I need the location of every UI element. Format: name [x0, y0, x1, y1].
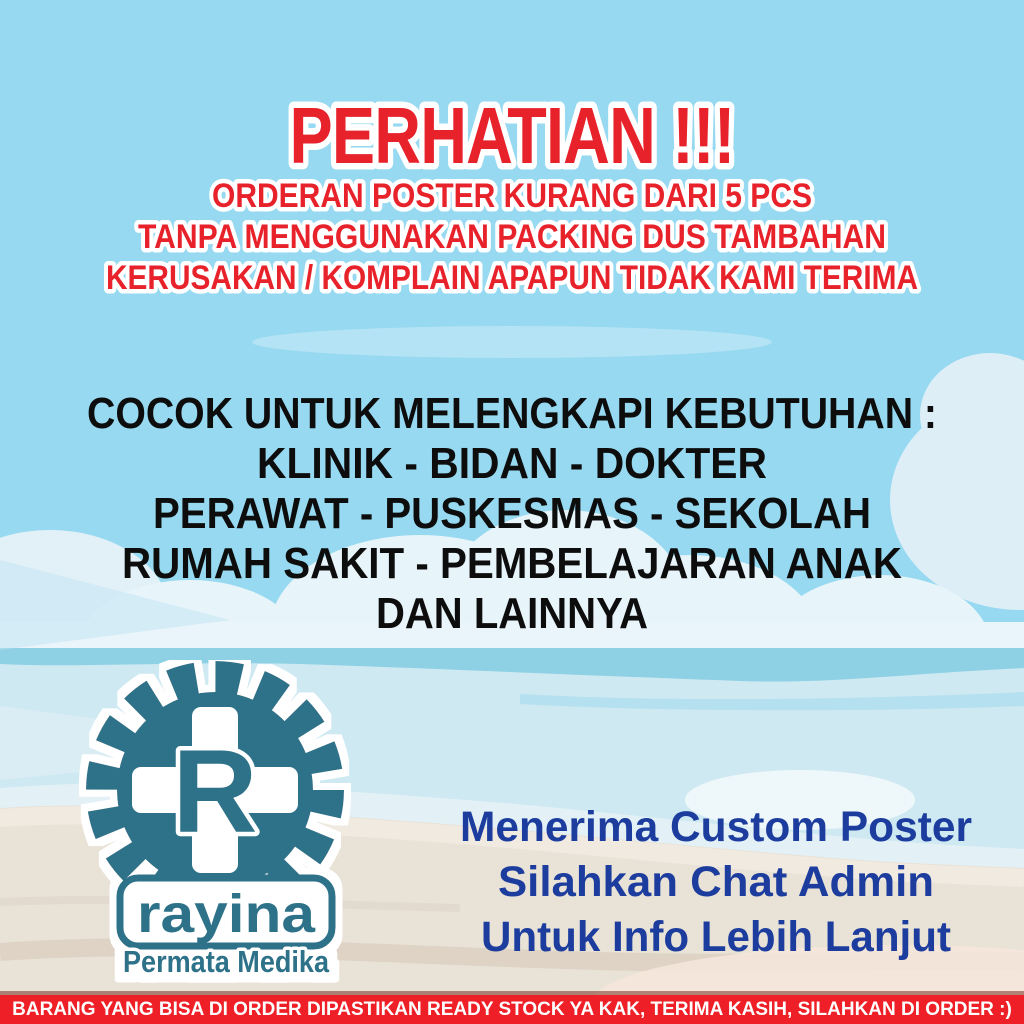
warning-line-1: ORDERAN POSTER KURANG DARI 5 PCS	[212, 177, 812, 215]
monogram-r: R	[172, 726, 258, 858]
footer-bar	[0, 995, 1024, 1024]
footer-text: BARANG YANG BISA DI ORDER DIPASTIKAN READY STOCK YA KAK, TERIMA KASIH, SILAHKAN DI ORDER :)	[12, 998, 1012, 1020]
body-heading: COCOK UNTUK MELENGKAPI KEBUTUHAN :	[87, 389, 937, 438]
warning-line-2: TANPA MENGGUNAKAN PACKING DUS TAMBAHAN	[138, 218, 886, 256]
body-line-4: DAN LAINNYA	[376, 589, 648, 638]
brand-name: rayina	[137, 884, 317, 944]
promo-line-1: Menerima Custom Poster	[460, 803, 973, 851]
promo-line-2: Silahkan Chat Admin	[498, 858, 934, 906]
poster-title: PERHATIAN !!!	[289, 91, 735, 180]
rayina-logo	[70, 660, 370, 990]
body-line-3: RUMAH SAKIT - PEMBELAJARAN ANAK	[122, 539, 903, 588]
warning-line-3: KERUSAKAN / KOMPLAIN APAPUN TIDAK KAMI TERIMA	[106, 259, 918, 297]
promo-line-3: Untuk Info Lebih Lanjut	[481, 913, 951, 961]
body-line-1: KLINIK - BIDAN - DOKTER	[257, 439, 767, 488]
brand-subtitle: Permata Medika	[123, 944, 330, 979]
body-line-2: PERAWAT - PUSKESMAS - SEKOLAH	[153, 489, 871, 538]
